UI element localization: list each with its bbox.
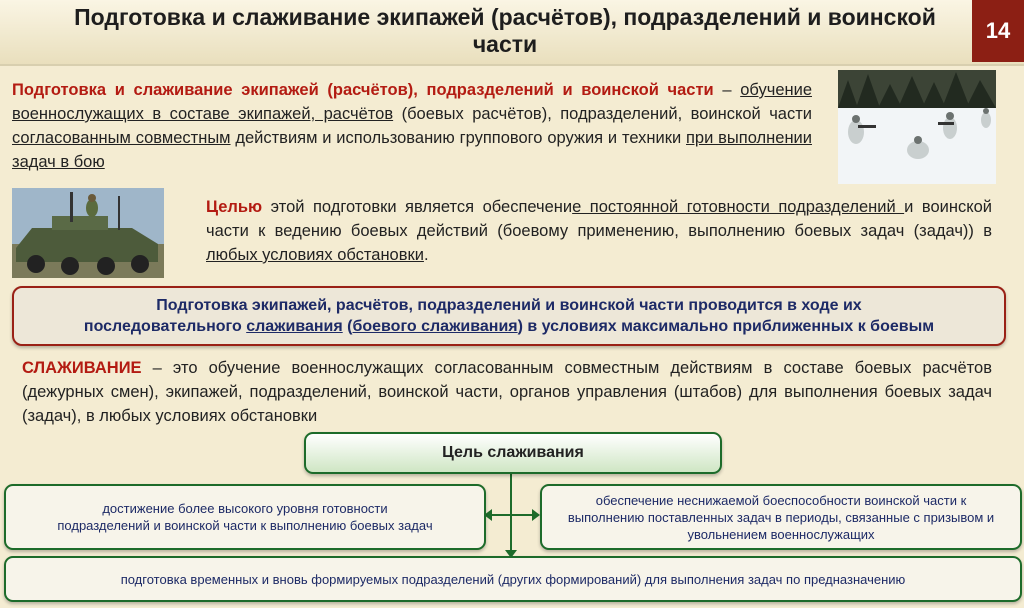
bottom-goal-box xyxy=(4,556,1022,602)
left-goal-box xyxy=(4,484,486,550)
connector-horizontal xyxy=(490,514,534,516)
intro-text-2: (боевых расчётов), подразделений, воинской части xyxy=(393,105,812,123)
banner-line-1: Подготовка экипажей, расчётов, подразделений и воинской части проводится в ходе их xyxy=(156,297,862,314)
arrow-right-icon xyxy=(532,509,540,521)
intro-underline-5: при выполнении задач в бою xyxy=(12,129,812,171)
banner-line2-pre: последовательного xyxy=(83,318,247,335)
right-goal-text: обеспечение неснижаемой боеспособности воинской части к выполнению поставленных задач в периоды, связанные с призывом и увольнением военнослужащих xyxy=(567,492,995,542)
banner-underline-2: боевого слаживания xyxy=(352,318,518,335)
intro-term: Подготовка и слаживание экипажей (расчётов), подразделений и воинской части xyxy=(12,81,714,99)
header-bar xyxy=(0,0,1024,66)
slide-number-badge xyxy=(972,0,1024,62)
definition-text: – это обучение военнослужащих согласованным совместным действиям в составе боевых расчётов (дежурных смен), экипажей, подразделений, воинской части, органов управления (штабов) для выполнения боевых задач (задач), в любых условиях обстановки xyxy=(22,359,992,425)
definition-term: СЛАЖИВАНИЕ xyxy=(22,359,142,377)
goal-box xyxy=(304,432,722,474)
goal-text-3: . xyxy=(423,246,429,264)
goal-underline-2: любых условиях обстановки xyxy=(206,246,424,264)
left-goal-text: достижение более высокого уровня готовности подразделений и воинской части к выполнению боевых задач xyxy=(57,501,433,533)
intro-paragraph xyxy=(12,78,812,174)
intro-text-4: действиям и использованию группового оружия и техники xyxy=(230,129,686,147)
banner-line2-post: ) в условиях максимально приближенных к боевым xyxy=(517,318,935,335)
banner-text xyxy=(14,295,1004,337)
goal-text-1: этой подготовки является обеспечени xyxy=(262,198,573,216)
definition-paragraph xyxy=(22,356,992,428)
goal-paragraph xyxy=(206,195,992,267)
goal-box-label: Цель слаживания xyxy=(442,444,584,461)
right-goal-box xyxy=(540,484,1022,550)
armored-vehicle-photo xyxy=(12,188,164,278)
training-banner xyxy=(12,286,1006,346)
intro-dash: – xyxy=(713,81,741,99)
intro-underline-1: обучение военнослужащих в составе экипажей, расчётов xyxy=(12,81,812,123)
intro-underline-3: согласованным совместным xyxy=(12,129,231,147)
goal-text-2: и воинской части к ведению боевых действий (боевому применению, выполнению боевых задач (задач)) в xyxy=(206,198,992,240)
banner-underline-1: слаживания xyxy=(246,318,343,335)
goal-underline-1: е постоянной готовности подразделений xyxy=(572,198,905,216)
slide-title: Подготовка и слаживание экипажей (расчётов), подразделений и воинской части xyxy=(74,4,936,57)
bottom-goal-text: подготовка временных и вновь формируемых подразделений (других формирований) для выполнения задач по предназначению xyxy=(120,571,906,587)
soldiers-snow-photo xyxy=(838,70,996,184)
banner-line2-mid: ( xyxy=(342,318,353,335)
goal-term: Целью xyxy=(206,198,263,216)
slide-number: 14 xyxy=(985,18,1011,43)
